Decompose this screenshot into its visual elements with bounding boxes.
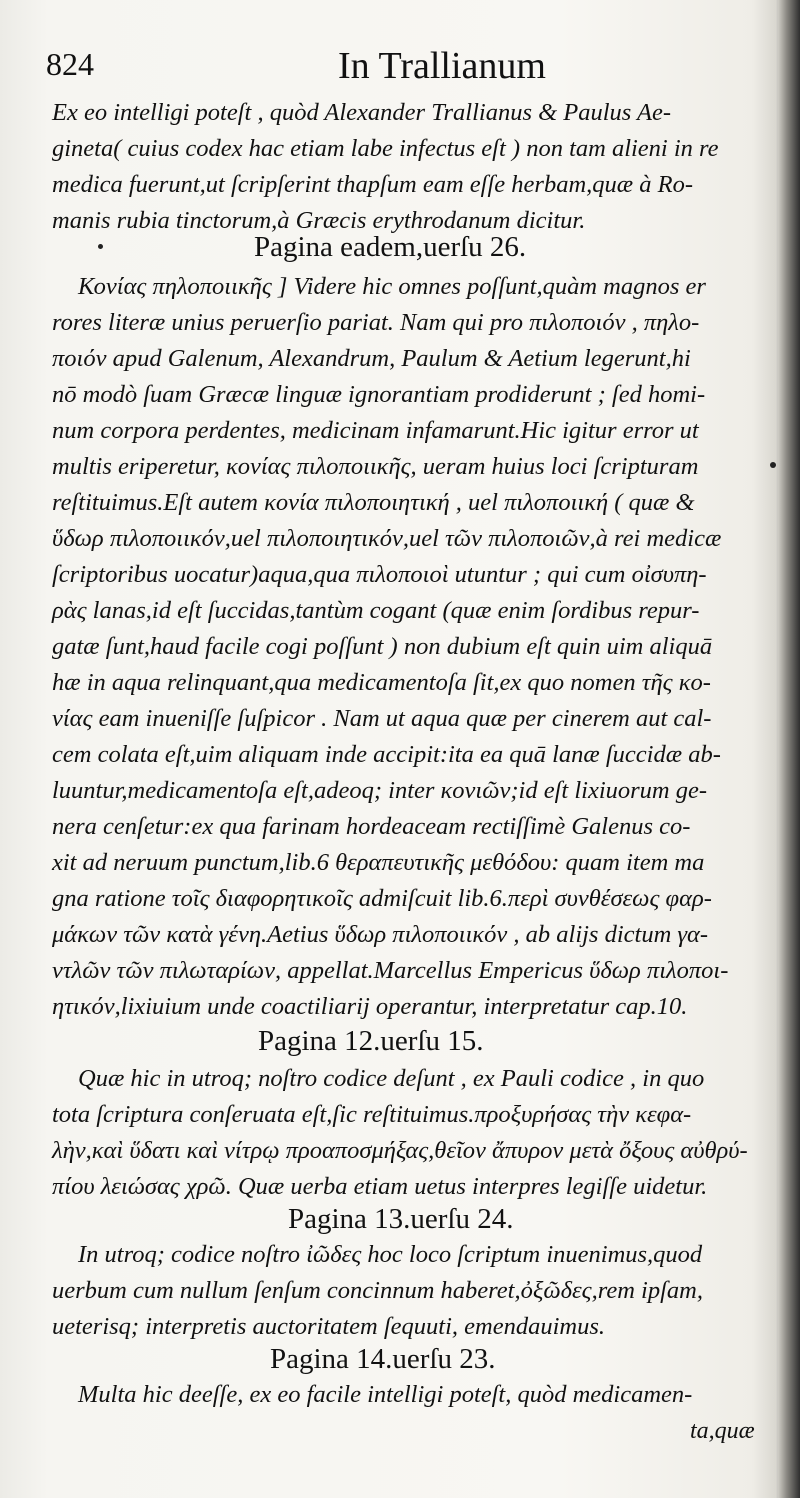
text-line: ητικόν,lixiuium unde coactiliarij operantur, interpretatur cap.10. — [52, 993, 688, 1020]
text-line: ρὰς lanas,id eſt ſuccidas,tantùm cogant (quæ enim ſordibus repur- — [52, 597, 700, 624]
text-line: tota ſcriptura conſeruata eſt,ſic reſtituimus.προξυρήσας τὴν κεφα- — [52, 1101, 692, 1128]
text-line: νίας eam inueniſſe ſuſpicor . Nam ut aqua quæ per cinerem aut cal- — [52, 705, 712, 732]
ink-spot — [770, 462, 776, 468]
text-line: hæ in aqua relinquant,qua medicamentoſa ſit,ex quo nomen τῆς κο- — [52, 669, 711, 696]
text-line: multis eriperetur, κονίας πιλοποιικῆς, ueram huius loci ſcripturam — [52, 453, 699, 480]
page-number: 824 — [46, 46, 94, 82]
text-line: Quæ hic in utroq; noſtro codice deſunt , ex Pauli codice , in quo — [78, 1065, 705, 1092]
text-line: λὴν,καὶ ὕδατι καὶ νίτρῳ προαποσμήξας,θεῖον ἄπυρον μετὰ ὄξους αὐθρύ- — [52, 1137, 748, 1164]
text-line: reſtituimus.Eſt autem κονία πιλοποιητική , uel πιλοποιική ( quæ & — [52, 489, 695, 516]
text-line: ὕδωρ πιλοποιικόν,uel πιλοποιητικόν,uel τῶν πιλοποιῶν,à rei medicæ — [52, 525, 722, 552]
text-line: πίου λειώσας χρῶ. Quæ uerba etiam uetus interpres legiſſe uidetur. — [52, 1173, 708, 1200]
text-line: μάκων τῶν κατὰ γένη.Aetius ὕδωρ πιλοποιικόν , ab alijs dictum γα- — [52, 921, 709, 948]
text-line: nera cenſetur:ex qua farinam hordeaceam rectiſſimè Galenus co- — [52, 813, 691, 840]
running-head: In Trallianum — [338, 45, 546, 87]
section-caption: Pagina eadem,uerſu 26. — [254, 231, 527, 263]
book-gutter — [778, 0, 800, 1498]
section-caption: Pagina 13.uerſu 24. — [288, 1203, 514, 1235]
text-line: Κονίας πηλοποιικῆς ] Videre hic omnes poſſunt,quàm magnos er — [78, 273, 706, 300]
text-line: In utroq; codice noſtro ἰῶδες hoc loco ſcriptum inuenimus,quod — [78, 1241, 703, 1268]
text-line: ποιόν apud Galenum, Alexandrum, Paulum & Aetium legerunt,hi — [52, 345, 691, 372]
ink-spot — [98, 244, 103, 249]
text-line: Multa hic deeſſe, ex eo facile intelligi poteſt, quòd medicamen- — [78, 1381, 693, 1408]
text-line: cem colata eſt,uim aliquam inde accipit:ita ea quā lanæ ſuccidæ ab- — [52, 741, 721, 768]
section-caption: Pagina 14.uerſu 23. — [270, 1343, 496, 1375]
text-line: ſcriptoribus uocatur)aqua,qua πιλοποιοὶ utuntur ; qui cum οἰσυπη- — [52, 561, 707, 588]
text-line: xit ad neruum punctum,lib.6 θεραπευτικῆς μεθόδου: quam item ma — [52, 849, 705, 876]
catchword: ta,quæ — [690, 1418, 755, 1444]
text-line: ντλῶν τῶν πιλωταρίων, appellat.Marcellus Empericus ὕδωρ πιλοποι- — [52, 957, 729, 984]
page-header — [38, 44, 758, 90]
text-line: gna ratione τοῖς διαφορητικοῖς admiſcuit lib.6.περὶ συνθέσεως φαρ- — [52, 885, 712, 912]
text-line: medica fuerunt,ut ſcripſerint thapſum eam eſſe herbam,quæ à Ro- — [52, 171, 693, 198]
text-line: manis rubia tinctorum,à Græcis erythrodanum dicitur. — [52, 207, 586, 234]
text-line: nō modò ſuam Græcæ linguæ ignorantiam prodiderunt ; ſed homi- — [52, 381, 706, 408]
text-line: gineta( cuius codex hac etiam labe infectus eſt ) non tam alieni in re — [52, 135, 719, 162]
text-line: Ex eo intelligi poteſt , quòd Alexander Trallianus & Paulus Ae- — [52, 99, 672, 126]
section-caption: Pagina 12.uerſu 15. — [258, 1025, 484, 1057]
text-line: rores literæ unius peruerſio pariat. Nam qui pro πιλοποιόν , πηλο- — [52, 309, 700, 336]
text-line: luuntur,medicamentoſa eſt,adeoq; inter κονιῶν;id eſt lixiuorum ge- — [52, 777, 708, 804]
text-line: num corpora perdentes, medicinam infamarunt.Hic igitur error ut — [52, 417, 699, 444]
text-line: gatæ ſunt,haud facile cogi poſſunt ) non dubium eſt quin uim aliquā — [52, 633, 713, 660]
text-line: ueterisq; interpretis auctoritatem ſequuti, emendauimus. — [52, 1313, 605, 1340]
text-line: uerbum cum nullum ſenſum concinnum haberet,ὀξῶδες,rem ipſam, — [52, 1277, 703, 1304]
